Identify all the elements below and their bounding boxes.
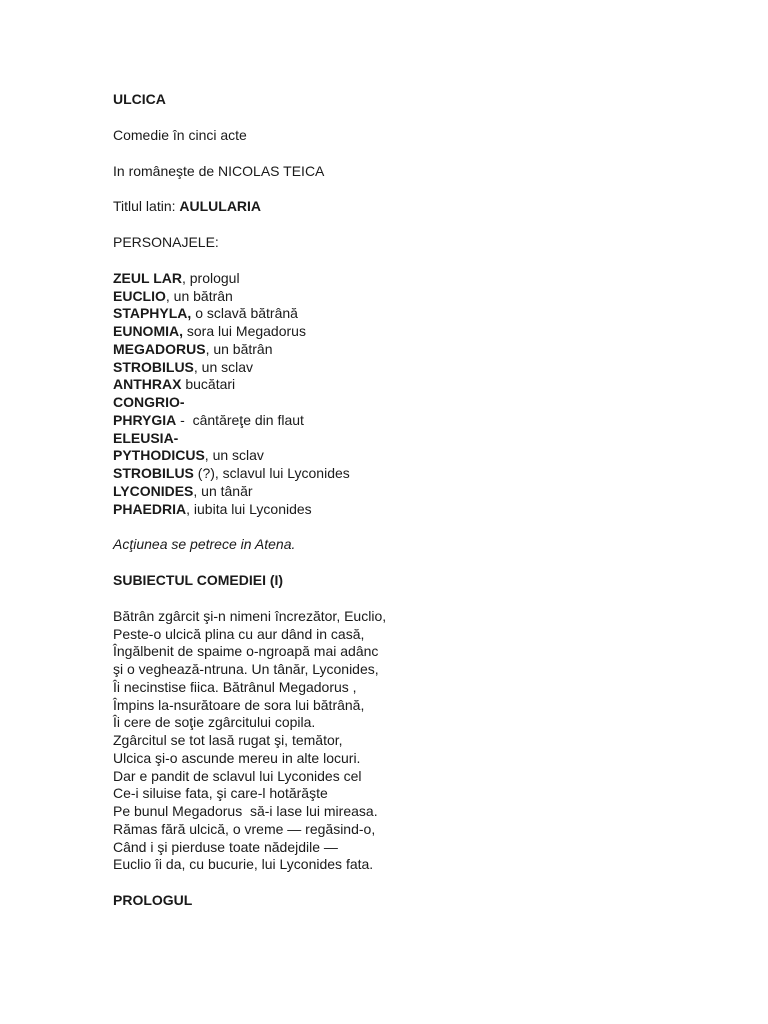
prologue-heading: PROLOGUL [113, 892, 193, 908]
character-desc: , un sclav [193, 358, 254, 375]
spacer [113, 554, 713, 572]
character-desc: , un bătrân [205, 340, 273, 357]
character-desc: bucătari [181, 376, 236, 393]
character-entry [113, 483, 713, 501]
character-name: ELEUSIA- [113, 429, 179, 446]
verse-line: şi o veghează-ntruna. Un tânăr, Lyconides, [113, 661, 379, 677]
character-desc: , un tânăr [193, 482, 253, 499]
character-name: STROBILUS [113, 465, 194, 481]
verse-line: Euclio îi da, cu bucurie, lui Lyconides fata. [113, 856, 374, 873]
spacer [113, 252, 713, 270]
character-entry [113, 465, 713, 483]
spacer [113, 590, 713, 608]
latin-title-line [113, 198, 713, 216]
translator-line: In româneşte de NICOLAS TEICA [113, 162, 325, 179]
character-desc: , un bătrân [165, 287, 233, 304]
character-name: PYTHODICUS [113, 447, 205, 464]
play-subtitle: Comedie în cinci acte [113, 126, 247, 143]
verse-line: Când i şi pierduse toate nădejdile — [113, 838, 338, 855]
character-desc: (?), sclavul lui Lyconides [193, 465, 350, 481]
spacer [113, 874, 713, 892]
verse-line: Pe bunul Megadorus să-i lase lui mireasa. [113, 803, 378, 819]
character-name: STAPHYLA, [113, 305, 192, 322]
verse-line: Îngălbenit de spaime o-ngroapă mai adânc [113, 643, 379, 660]
setting-line: Acţiunea se petrece in Atena. [113, 536, 296, 553]
character-entry [113, 447, 713, 465]
character-name: CONGRIO- [113, 394, 185, 410]
character-entry [113, 359, 713, 377]
verse-line: Împins la-nsurătoare de sora lui bătrână, [113, 696, 365, 713]
character-entry [113, 341, 713, 359]
verse-line: Îi necinstise fiica. Bătrânul Megadorus , [113, 678, 357, 695]
character-name: ANTHRAX [113, 376, 182, 393]
character-name: MEGADORUS [113, 340, 206, 357]
character-entry [113, 323, 713, 341]
character-name: EUCLIO [113, 287, 166, 304]
summary-heading: SUBIECTUL COMEDIEI (I) [113, 572, 284, 588]
character-entry [113, 394, 713, 412]
spacer [113, 145, 713, 163]
spacer [113, 216, 713, 234]
verse-line: Ce-i siluise fata, şi care-l hotărăşte [113, 785, 328, 802]
character-name: ZEUL LAR [113, 269, 182, 286]
character-name: PHRYGIA [113, 411, 177, 428]
character-name: STROBILUS [113, 358, 194, 375]
verse-line: Ulcica şi-o ascunde mereu in alte locuri. [113, 749, 361, 766]
character-entry [113, 412, 713, 430]
characters-list [113, 270, 713, 519]
character-name: PHAEDRIA [113, 500, 187, 517]
character-entry [113, 305, 713, 323]
summary-verse [113, 608, 713, 874]
character-entry [113, 501, 713, 519]
verse-line: Rămas fără ulcică, o vreme — regăsind-o, [113, 820, 376, 837]
character-desc: sora lui Megadorus [183, 323, 306, 339]
character-name: EUNOMIA, [113, 323, 183, 339]
character-desc: , iubita lui Lyconides [186, 500, 312, 517]
latin-title-value: AULULARIA [179, 198, 262, 215]
verse-line: Zgârcitul se tot lasă rugat şi, temător, [113, 732, 343, 748]
verse-line: Bătrân zgârcit şi-n nimeni încrezător, Euclio, [113, 607, 387, 624]
character-desc: o sclavă bătrână [191, 305, 298, 322]
character-desc: , un sclav [204, 447, 264, 464]
document-page [113, 91, 713, 910]
character-entry [113, 376, 713, 394]
character-desc: - cântăreţe din flaut [176, 411, 304, 428]
latin-title-label: Titlul latin: [113, 198, 180, 215]
character-entry [113, 288, 713, 306]
character-entry [113, 430, 713, 448]
play-title: ULCICA [113, 91, 166, 107]
spacer [113, 518, 713, 536]
verse-line: Dar e pandit de sclavul lui Lyconides cel [113, 767, 362, 784]
characters-heading: PERSONAJELE: [113, 234, 219, 250]
verse-line: Îi cere de soţie zgârcitului copila. [113, 714, 316, 731]
spacer [113, 109, 713, 127]
character-desc: , prologul [181, 269, 240, 286]
spacer [113, 180, 713, 198]
character-name: LYCONIDES [113, 482, 194, 499]
character-entry [113, 270, 713, 288]
verse-line: Peste-o ulcică plina cu aur dând in casă, [113, 625, 365, 642]
